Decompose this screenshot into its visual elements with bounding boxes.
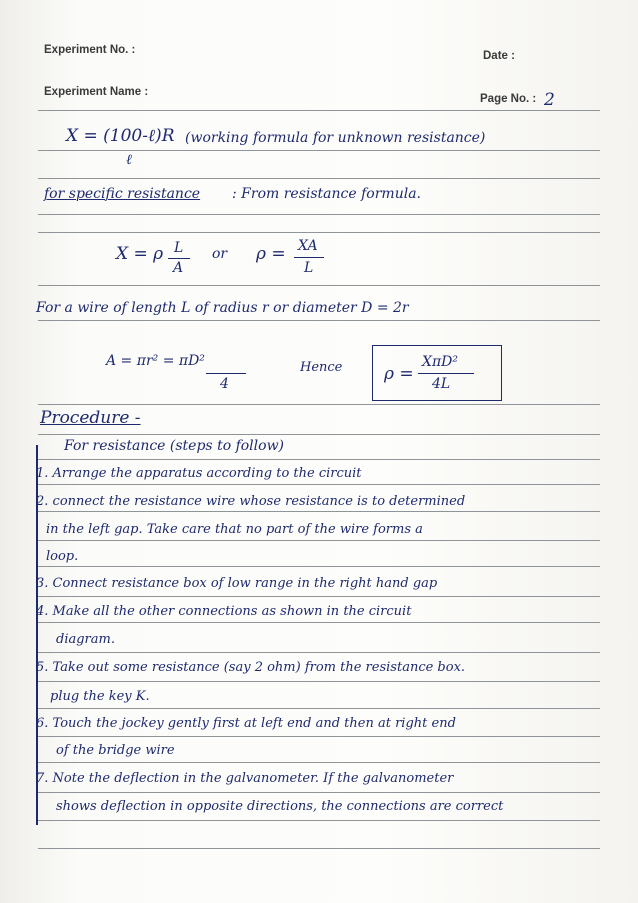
ruled-line bbox=[38, 736, 600, 737]
procedure-line: shows deflection in opposite directions, the connections are correct bbox=[56, 799, 504, 814]
procedure-subheading: For resistance (steps to follow) bbox=[64, 438, 285, 454]
rho-or: or bbox=[212, 246, 228, 262]
working-formula: X = (100-ℓ)R bbox=[66, 126, 175, 146]
ruled-line bbox=[38, 708, 600, 709]
ruled-line bbox=[38, 320, 600, 321]
page-no-value: 2 bbox=[544, 90, 555, 110]
procedure-line: loop. bbox=[46, 549, 79, 564]
procedure-line: plug the key K. bbox=[50, 689, 150, 704]
boxed-denominator: 4L bbox=[432, 376, 451, 392]
ruled-line bbox=[38, 178, 600, 179]
procedure-line: 3. Connect resistance box of low range in the right hand gap bbox=[36, 576, 438, 591]
ruled-line bbox=[38, 511, 600, 512]
procedure-heading: Procedure - bbox=[40, 408, 141, 428]
fraction-bar bbox=[294, 257, 324, 258]
ruled-line bbox=[38, 762, 600, 763]
ruled-line bbox=[38, 110, 600, 111]
boxed-lhs: ρ = bbox=[384, 364, 414, 384]
procedure-line: 4. Make all the other connections as shown in the circuit bbox=[36, 604, 412, 619]
ruled-line bbox=[38, 596, 600, 597]
area-formula: A = πr² = πD² bbox=[106, 353, 205, 369]
rho-formula2-denominator: L bbox=[304, 260, 314, 276]
ruled-line bbox=[38, 652, 600, 653]
procedure-line: 1. Arrange the apparatus according to the circuit bbox=[36, 466, 362, 481]
ruled-line bbox=[38, 434, 600, 435]
ruled-line bbox=[38, 150, 600, 151]
procedure-line: 5. Take out some resistance (say 2 ohm) from the resistance box. bbox=[36, 660, 466, 675]
ruled-line bbox=[38, 820, 600, 821]
ruled-line bbox=[38, 792, 600, 793]
ruled-line bbox=[38, 540, 600, 541]
ruled-line bbox=[38, 681, 600, 682]
ruled-line bbox=[38, 622, 600, 623]
area-formula-denominator: 4 bbox=[220, 376, 229, 392]
working-formula-denominator: ℓ bbox=[126, 152, 132, 168]
date-label: Date : bbox=[483, 50, 515, 62]
experiment-name-label: Experiment Name : bbox=[44, 86, 149, 98]
rho-formula2-lhs: ρ = bbox=[256, 244, 286, 264]
ruled-line bbox=[38, 484, 600, 485]
rho-formula-numerator: L bbox=[174, 240, 184, 256]
procedure-line: 6. Touch the jockey gently first at left end and then at right end bbox=[36, 716, 456, 731]
procedure-line: of the bridge wire bbox=[56, 743, 175, 758]
specific-resistance-heading-rest: : From resistance formula. bbox=[232, 186, 421, 202]
working-formula-note: (working formula for unknown resistance) bbox=[185, 130, 486, 146]
ruled-line bbox=[38, 285, 600, 286]
boxed-numerator: XπD² bbox=[422, 354, 459, 370]
ruled-line bbox=[38, 214, 600, 215]
specific-resistance-heading: for specific resistance bbox=[44, 186, 201, 202]
wire-description: For a wire of length L of radius r or diameter D = 2r bbox=[36, 300, 409, 316]
hence-label: Hence bbox=[300, 360, 343, 375]
ruled-line bbox=[38, 232, 600, 233]
procedure-line: diagram. bbox=[56, 632, 115, 647]
fraction-bar bbox=[168, 258, 190, 259]
procedure-line: in the left gap. Take care that no part of the wire forms a bbox=[46, 522, 423, 537]
fraction-bar bbox=[418, 373, 474, 374]
ruled-line bbox=[38, 459, 600, 460]
fraction-bar bbox=[206, 373, 246, 374]
page-no-label: Page No. : bbox=[480, 93, 537, 105]
experiment-no-label: Experiment No. : bbox=[44, 44, 136, 56]
procedure-line: 7. Note the deflection in the galvanometer. If the galvanometer bbox=[36, 771, 454, 786]
ruled-line bbox=[38, 404, 600, 405]
ruled-line bbox=[38, 848, 600, 849]
rho-formula-denominator: A bbox=[173, 260, 184, 276]
rho-formula2-numerator: XA bbox=[298, 238, 318, 254]
ruled-line bbox=[38, 566, 600, 567]
rho-formula-lhs: X = ρ bbox=[116, 244, 164, 264]
procedure-line: 2. connect the resistance wire whose resistance is to determined bbox=[36, 494, 466, 509]
